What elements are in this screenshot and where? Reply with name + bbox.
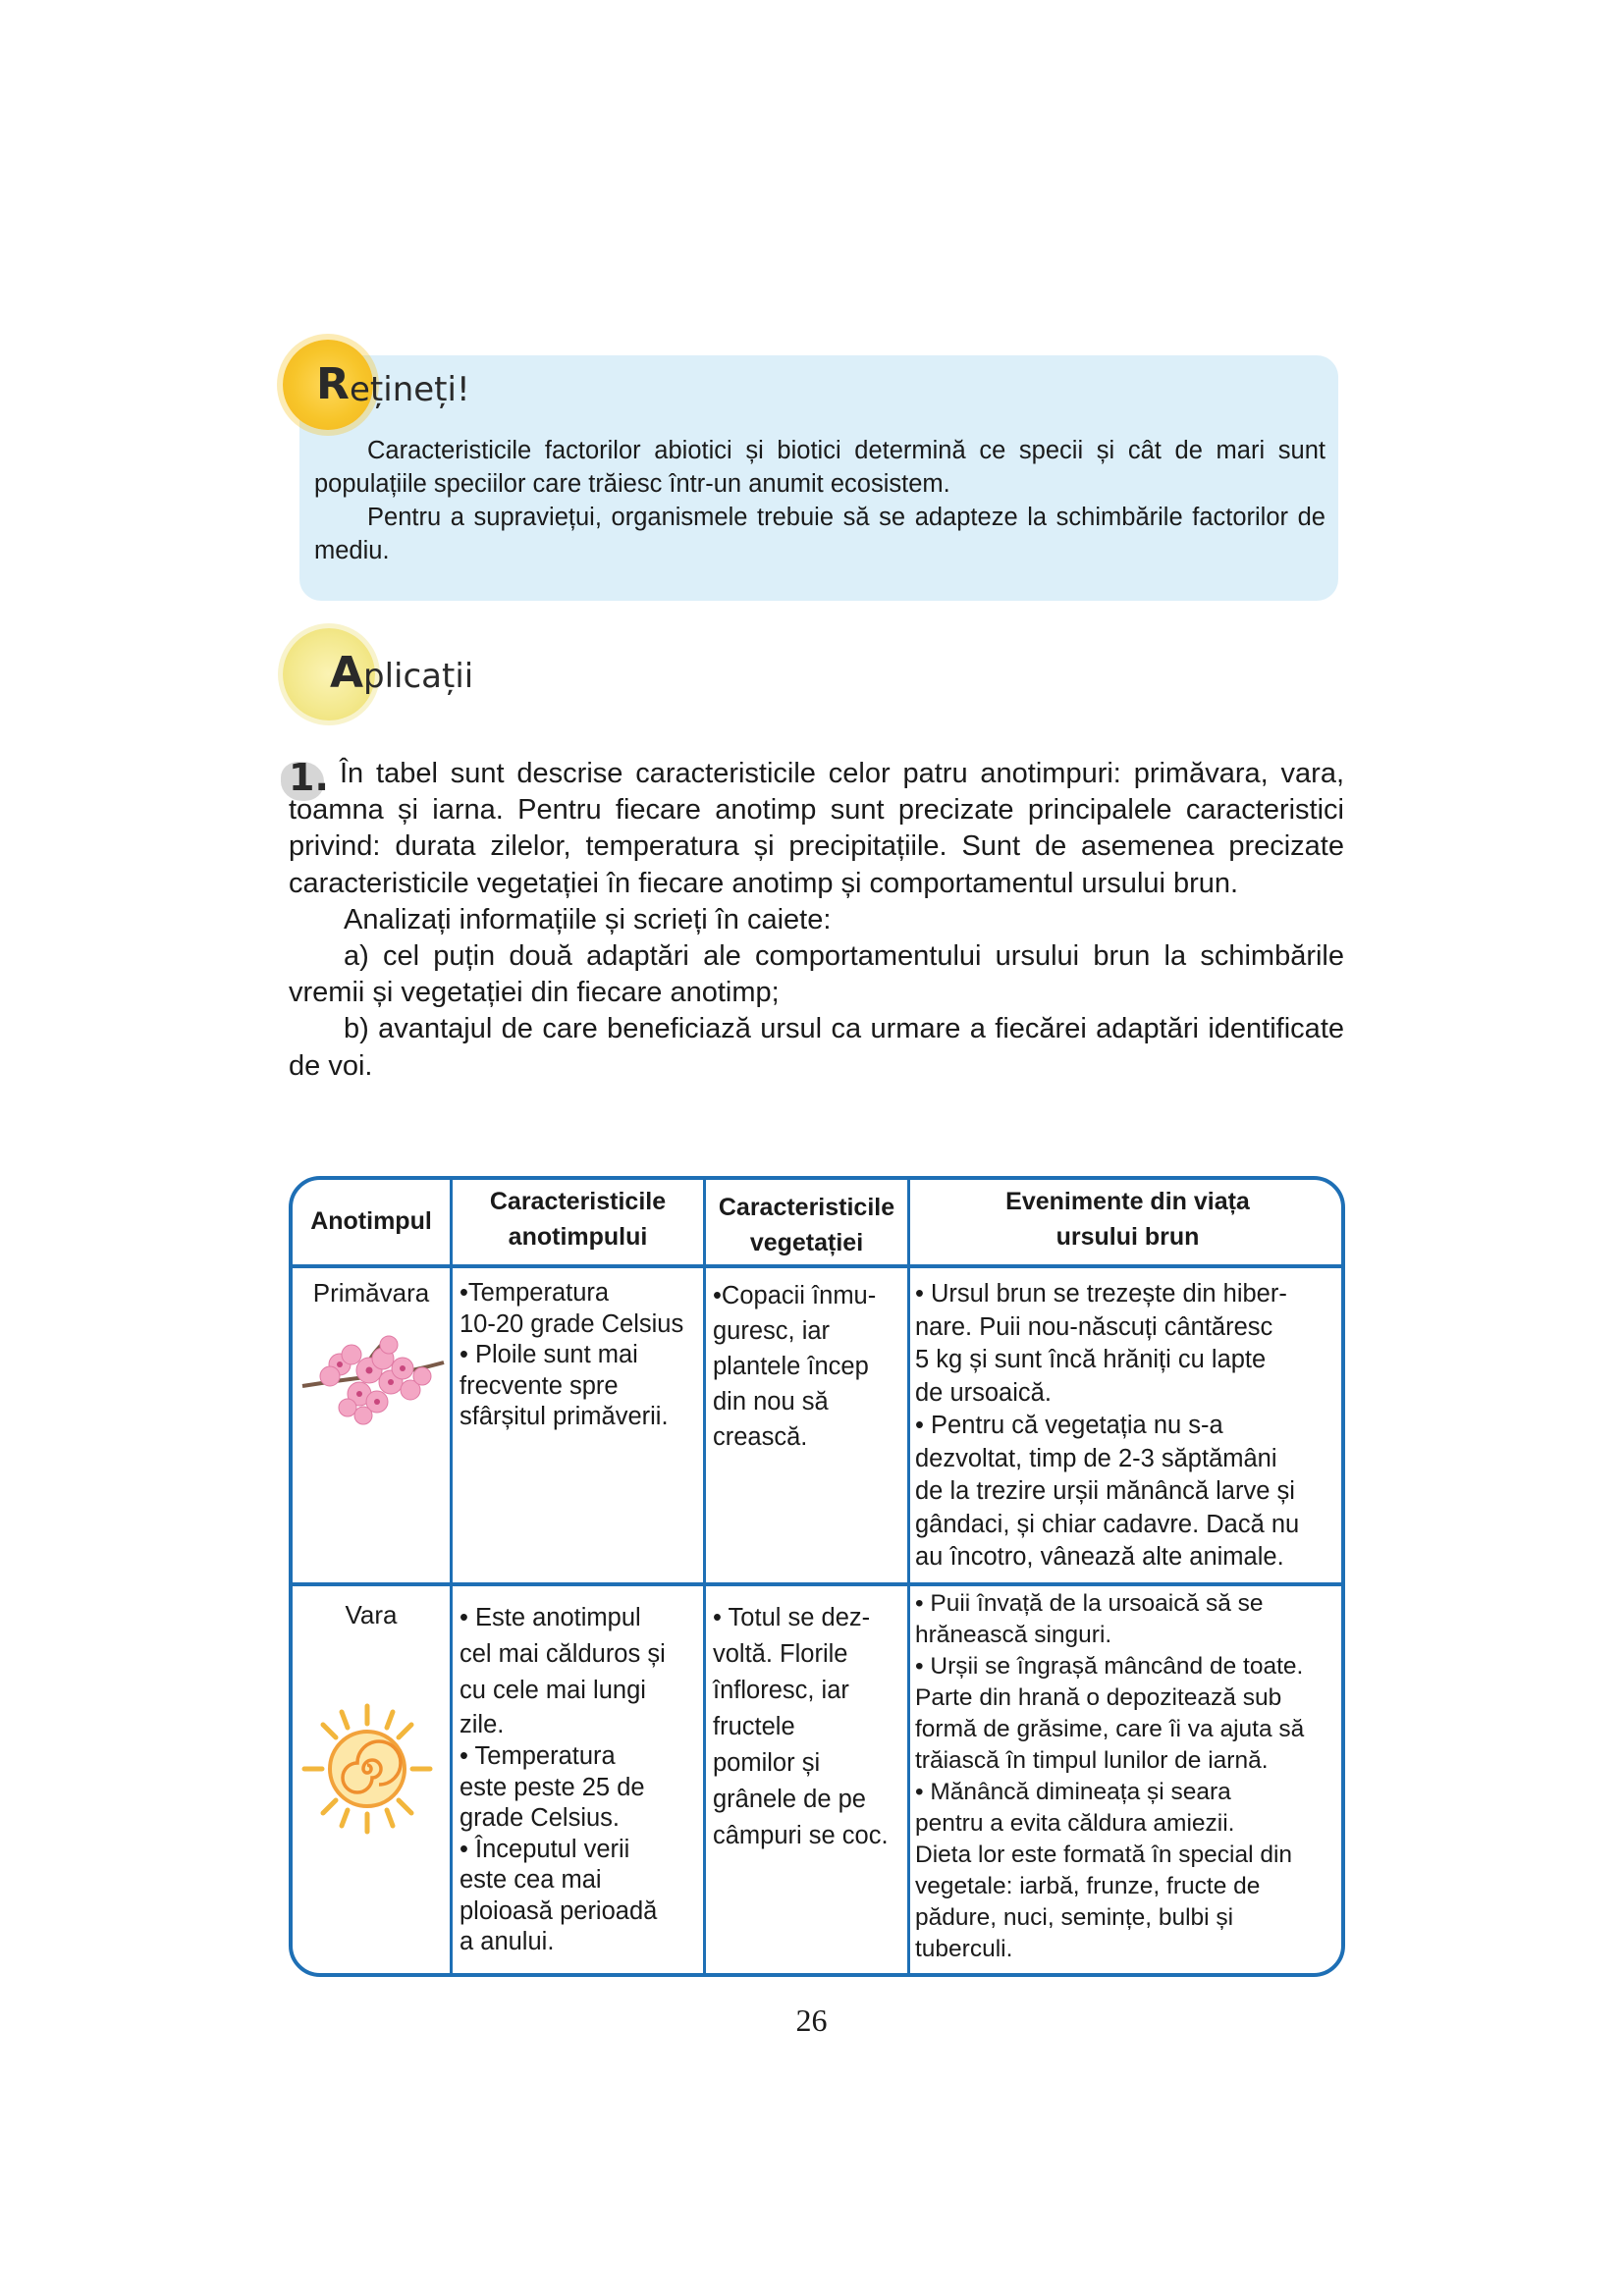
retineti-text	[314, 434, 1325, 567]
exercise-number: 1.	[289, 756, 329, 799]
page-number: 26	[795, 2002, 828, 2038]
season-spring: Primăvara	[312, 1278, 430, 1308]
header-vegetation-characteristics: Caracteristicile vegetației	[718, 1194, 895, 1256]
spring-vegetation-characteristics: •Copacii înmu- guresc, iar plantele încep din nou să crească.	[713, 1282, 877, 1451]
retineti-title-initial: R	[316, 359, 350, 409]
table-divider	[293, 1582, 1341, 1586]
header-season-characteristics: Caracteristicile anotimpului	[489, 1188, 667, 1251]
retineti-paragraph-2: Pentru a supraviețui, organismele trebuie să se adapteze la schimbările factorilor de mediu.	[314, 504, 1325, 564]
exercise-paragraph-2: Analizați informațiile și scrieți în caiete:	[344, 903, 832, 935]
spring-bear-events: • Ursul brun se trezește din hiber- nare. Puii nou-născuți cântăresc 5 kg și sunt încă hrăniți cu lapte de ursoaică. • Pentru că vegetația nu s-a dezvoltat, timp de 2-3 săptămâni de la trezire urșii mănâncă larve și gândaci, și chiar cadavre. Dacă nu au încotro, vânează alte animale.	[915, 1280, 1300, 1571]
spring-season-characteristics: •Temperatura 10-20 grade Celsius • Ploile sunt mai frecvente spre sfârșitul primăverii.	[460, 1279, 684, 1430]
sun-icon	[298, 1700, 436, 1838]
seasons-table	[289, 1176, 1345, 1977]
summer-season-characteristics: • Este anotimpul cel mai călduros și cu cele mai lungi zile. • Temperatura este peste 25 de grade Celsius. • Începutul verii este cea mai ploioasă perioadă a anului.	[460, 1604, 666, 1955]
cherry-blossom-icon	[300, 1325, 448, 1433]
table-divider	[293, 1264, 1341, 1268]
retineti-paragraph-1: Caracteristicile factorilor abiotici și biotici determină ce specii și cât de mari sunt populațiile speciilor care trăiesc într-un anumit ecosistem.	[314, 437, 1325, 498]
header-season: Anotimpul	[310, 1207, 432, 1235]
header-bear-events: Evenimente din viața ursului brun	[1005, 1188, 1250, 1251]
exercise-paragraph-3: a) cel puțin două adaptări ale comportamentului ursului brun la schimbările vremii și vegetației din fiecare anotimp;	[289, 940, 1344, 1009]
exercise-paragraph-4: b) avantajul de care beneficiază ursul ca urmare a fiecărei adaptări identificate de voi.	[289, 1013, 1344, 1082]
aplicatii-title-initial: A	[330, 648, 364, 698]
exercise-text	[289, 756, 1344, 1085]
aplicatii-title: plicații	[363, 657, 474, 696]
retineti-title: ețineți!	[350, 370, 470, 409]
table-divider	[907, 1180, 910, 1973]
table-divider	[450, 1180, 453, 1973]
exercise-paragraph-1: În tabel sunt descrise caracteristicile celor patru anotimpuri: primăvara, vara, toamna și iarna. Pentru fiecare anotimp sunt precizate principalele caracteristici privind: durata zilelor, temperatura și precipitațiile. Sunt de asemenea precizate caracteristicile vegetației în fiecare anotimp și comportamentul ursului brun.	[289, 758, 1344, 899]
summer-bear-events: • Puii învață de la ursoaică să se hrănească singuri. • Urșii se îngrașă mâncând de toate. Parte din hrană o depozitează sub formă de grăsime, care îi va ajuta să trăiască în timpul lunilor de iarnă. • Mănâncă dimineața și seara pentru a evita căldura amiezii. Dieta lor este formată în special din vegetale: iarbă, frunze, fructe de pădure, nuci, semințe, bulbi și tuberculi.	[915, 1590, 1305, 1962]
table-divider	[703, 1180, 706, 1973]
summer-vegetation-characteristics: • Totul se dez- voltă. Florile înfloresc, iar fructele pomilor și grânele de pe câmpuri se coc.	[713, 1604, 889, 1849]
season-summer: Vara	[345, 1600, 398, 1629]
